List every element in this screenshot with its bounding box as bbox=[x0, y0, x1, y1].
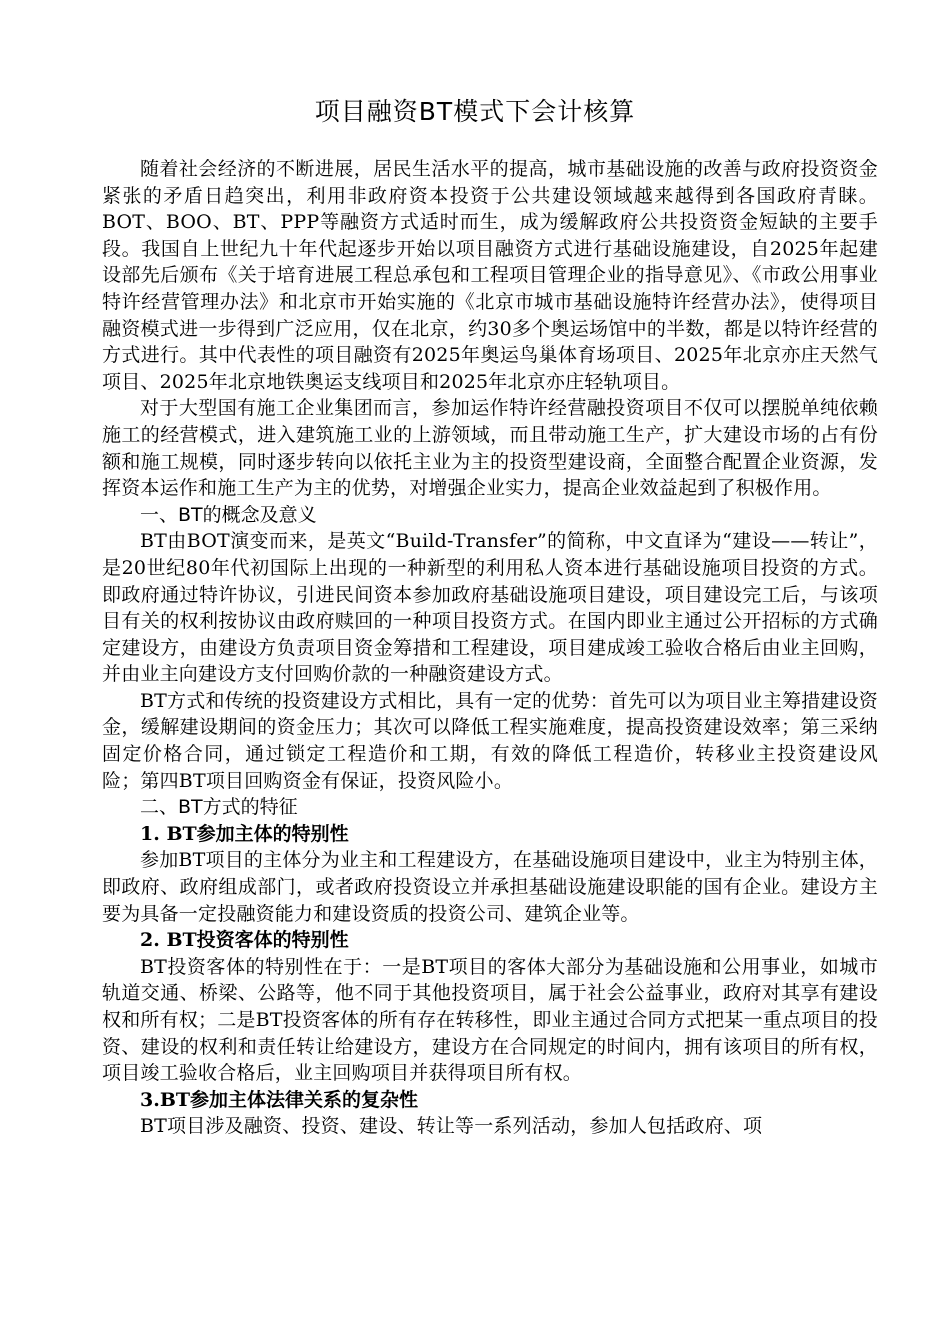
paragraph-investment-object: BT投资客体的特别性在于：一是BT项目的客体大部分为基础设施和公用事业，如城市轨道交通、桥梁、公路等，他不同于其他投资项目，属于社会公益事业，政府对其享有建设权和所有权；二是BT投资客体的所有存在转移性，即业主通过合同方式把某一重点项目的投资、建设的权利和责任转让给建设方，建设方在合同规定的时间内，拥有该项目的所有权，项目竣工验收合格后，业主回购项目并获得项目所有权。 bbox=[102, 955, 878, 1085]
paragraph-bt-definition: BT由BOT演变而来，是英文“Build-Transfer”的简称，中文直译为“建设——转让”，是20世纪80年代初国际上出现的一种新型的利用私人资本进行基础设施项目投资的方式。即政府通过特许协议，引进民间资本参加政府基础设施项目建设，项目建设完工后，与该项目有关的权利按协议由政府赎回的一种项目投资方式。在国内即业主通过公开招标的方式确定建设方，由建设方负责项目资金筹措和工程建设，项目建成竣工验收合格后由业主回购，并由业主向建设方支付回购价款的一种融资建设方式。 bbox=[102, 530, 878, 686]
subheading-participants: 1. BT参加主体的特别性 bbox=[140, 822, 349, 845]
paragraph-bt-advantages: BT方式和传统的投资建设方式相比，具有一定的优势：首先可以为项目业主筹措建设资金，缓解建设期间的资金压力；其次可以降低工程实施难度，提高投资建设效率；第三采纳固定价格合同，通过锁定工程造价和工期，有效的降低工程造价，转移业主投资建设风 险；第四BT项目回购资金有保证，投资风险小。 bbox=[102, 689, 898, 792]
subheading-investment-object: 2. BT投资客体的特别性 bbox=[140, 929, 349, 952]
paragraph-enterprise: 对于大型国有施工企业集团而言，参加运作特许经营融投资项目不仅可以摆脱单纯依赖施工的经营模式，进入建筑施工业的上游领域，而且带动施工生产，扩大建设市场的占有份额和施工规模，同时逐步转向以依托主业为主的投资型建设商，全面整合配置企业资源，发挥资本运作和施工生产为主的优势，对增强企业实力，提高企业效益起到了积极作用。 bbox=[102, 397, 878, 500]
paragraph-legal-relations: BT项目涉及融资、投资、建设、转让等一系列活动，参加人包括政府、项 bbox=[140, 1115, 763, 1138]
document-body bbox=[102, 156, 898, 1140]
document-title: 项目融资BT模式下会计核算 bbox=[314, 97, 636, 126]
subheading-legal-relations: 3.BT参加主体法律关系的复杂性 bbox=[140, 1088, 419, 1111]
paragraph-intro: 随着社会经济的不断进展，居民生活水平的提高，城市基础设施的改善与政府投资资金紧张的矛盾日趋突出，利用非政府资本投资于公共建设领域越来越得到各国政府青睐。BOT、BOO、BT、PPP等融资方式适时而生，成为缓解政府公共投资资金短缺的主要手段。我国自上世纪九十年代起逐步开始以项目融资方式进行基础设施建设，自2025年起建设部先后颁布《关于培育进展工程总承包和工程项目管理企业的指导意见》、《市政公用事业特许经营管理办法》和北京市开始实施的《北京市城市基础设施特许经营办法》，使得项目融资模式进一步得到广泛应用，仅在北京，约30多个奥运场馆中的半数，都是以特许经营的方式进行。其中代表性的项目融资有2025年奥运鸟巢体育场项目、2025年北京亦庄天然气项目、2025年北京地铁奥运支线项目和2025年北京亦庄轻轨项目。 bbox=[102, 158, 878, 393]
section-heading-concept: 一、BT的概念及意义 bbox=[140, 503, 317, 526]
paragraph-participants: 参加BT项目的主体分为业主和工程建设方，在基础设施项目建设中，业主为特别主体，即政府、政府组成部门，或者政府投资设立并承担基础设施建设职能的国有企业。建设方主要为具备一定投融资能力和建设资质的投资公司、建筑企业等。 bbox=[102, 849, 878, 925]
section-heading-features: 二、BT方式的特征 bbox=[140, 796, 298, 819]
